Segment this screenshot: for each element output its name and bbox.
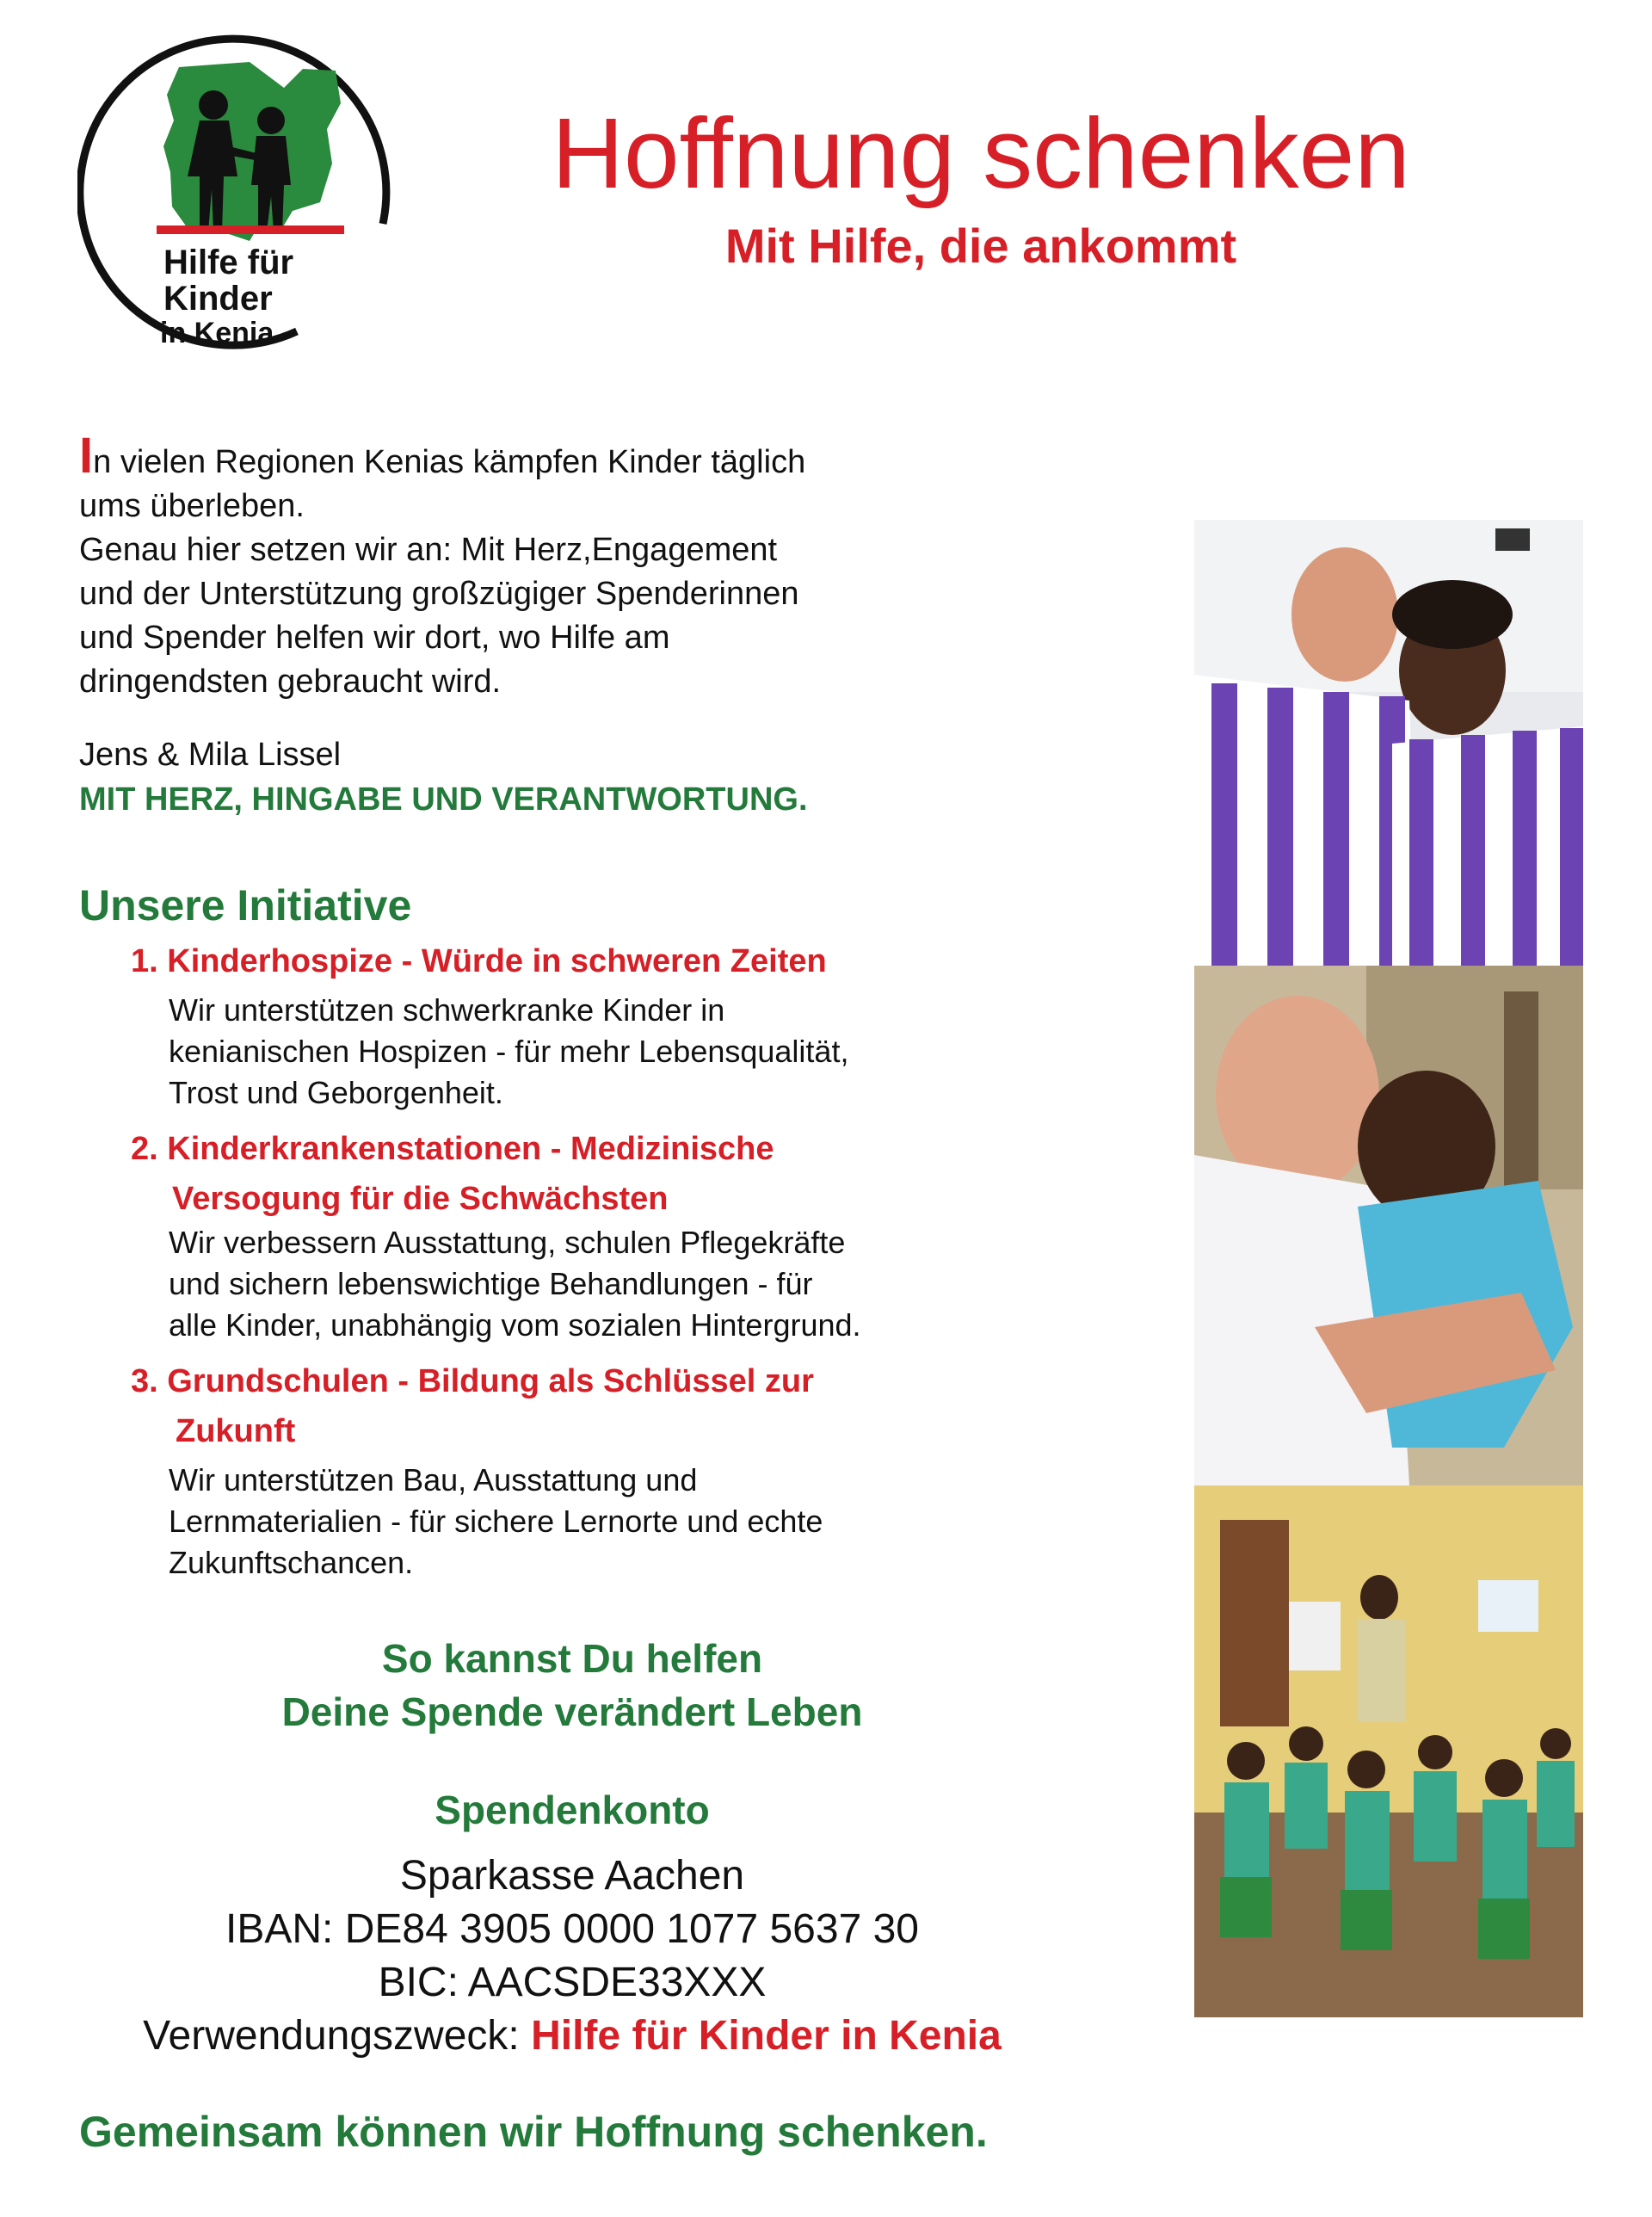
item-2-text-line-3: alle Kinder, unabhängig vom sozialen Hintergrund. [169,1307,861,1343]
closing-statement: Gemeinsam können wir Hoffnung schenken. [79,2108,988,2156]
item-3-text-line-2: Lernmaterialien - für sichere Lernorte und echte [169,1504,823,1539]
help-heading: So kannst Du helfen [381,1636,763,1681]
item-2-text-line-1: Wir verbessern Ausstattung, schulen Pflegekräfte [169,1225,846,1260]
help-subheading: Deine Spende verändert Leben [281,1689,863,1734]
page-title: Hoffnung schenken [552,97,1410,209]
iban: IBAN: DE84 3905 0000 1077 5637 30 [225,1906,919,1952]
item-1-text-line-3: Trost und Geborgenheit. [169,1075,503,1110]
purpose-value: Hilfe für Kinder in Kenia [531,2013,1002,2059]
item-3-text-line-1: Wir unterstützen Bau, Ausstattung und [169,1462,698,1498]
photo-couple-image [1194,520,1583,966]
item-3-text-line-3: Zukunftschancen. [169,1545,414,1580]
initiative-item-2-title [131,1124,991,1224]
photo-classroom [1194,1485,1583,2017]
photo-classroom-image [1194,1485,1583,2017]
item-1-text-line-1: Wir unterstützen schwerkranke Kinder in [169,992,725,1028]
intro-dropcap: I [79,428,94,484]
logo-emblem [77,26,404,353]
intro-line-4: und der Unterstützung großzügiger Spenderinnen [79,576,799,612]
initiative-item-3-text [169,1460,1029,1584]
initiative-item-3-title [131,1356,991,1456]
item-2-title-line-1: 2. Kinderkrankenstationen - Medizinische [131,1131,774,1167]
photo-couple [1194,520,1583,966]
signature: Jens & Mila Lissel [79,737,342,773]
item-3-title-line-2: Zukunft [176,1413,296,1449]
purpose-label: Verwendungszweck: [143,2013,532,2059]
item-2-title-line-2: Versogung für die Schwächsten [172,1181,669,1217]
photo-man-with-child-image [1194,966,1583,1485]
intro-line-1: n vielen Regionen Kenias kämpfen Kinder täglich [93,444,806,480]
item-1-text-line-2: kenianischen Hospizen - für mehr Lebensqualität, [169,1034,849,1069]
initiative-item-1-text [169,990,1029,1114]
intro-line-5: und Spender helfen wir dort, wo Hilfe am [79,620,670,656]
page-subtitle: Mit Hilfe, die ankommt [724,219,1237,273]
organization-logo [77,26,404,353]
payment-purpose [60,2010,1084,2062]
initiative-item-2-text [169,1222,1029,1346]
intro-line-3: Genau hier setzen wir an: Mit Herz,Engagement [79,532,778,568]
intro-line-2: ums überleben. [79,488,305,524]
item-3-title-line-1: 3. Grundschulen - Bildung als Schlüssel zur [131,1363,814,1399]
intro-paragraph [79,428,940,704]
intro-line-6: dringendsten gebraucht wird. [79,664,502,700]
photo-man-with-child [1194,966,1583,1485]
bank-name: Sparkasse Aachen [399,1853,745,1899]
initiative-heading: Unsere Initiative [79,881,412,929]
item-2-text-line-2: und sichern lebenswichtige Behandlungen - für [169,1266,813,1301]
logo-text-line1: Hilfe für [163,244,294,281]
account-heading: Spendenkonto [435,1788,710,1832]
bic: BIC: AACSDE33XXX [378,1960,767,2005]
initiative-item-1-title: 1. Kinderhospize - Würde in schweren Zeiten [131,943,827,979]
logo-text-line2: Kinder [163,280,273,318]
motto: MIT HERZ, HINGABE UND VERANTWORTUNG. [79,781,808,818]
logo-text-line3: in Kenia [160,317,274,349]
